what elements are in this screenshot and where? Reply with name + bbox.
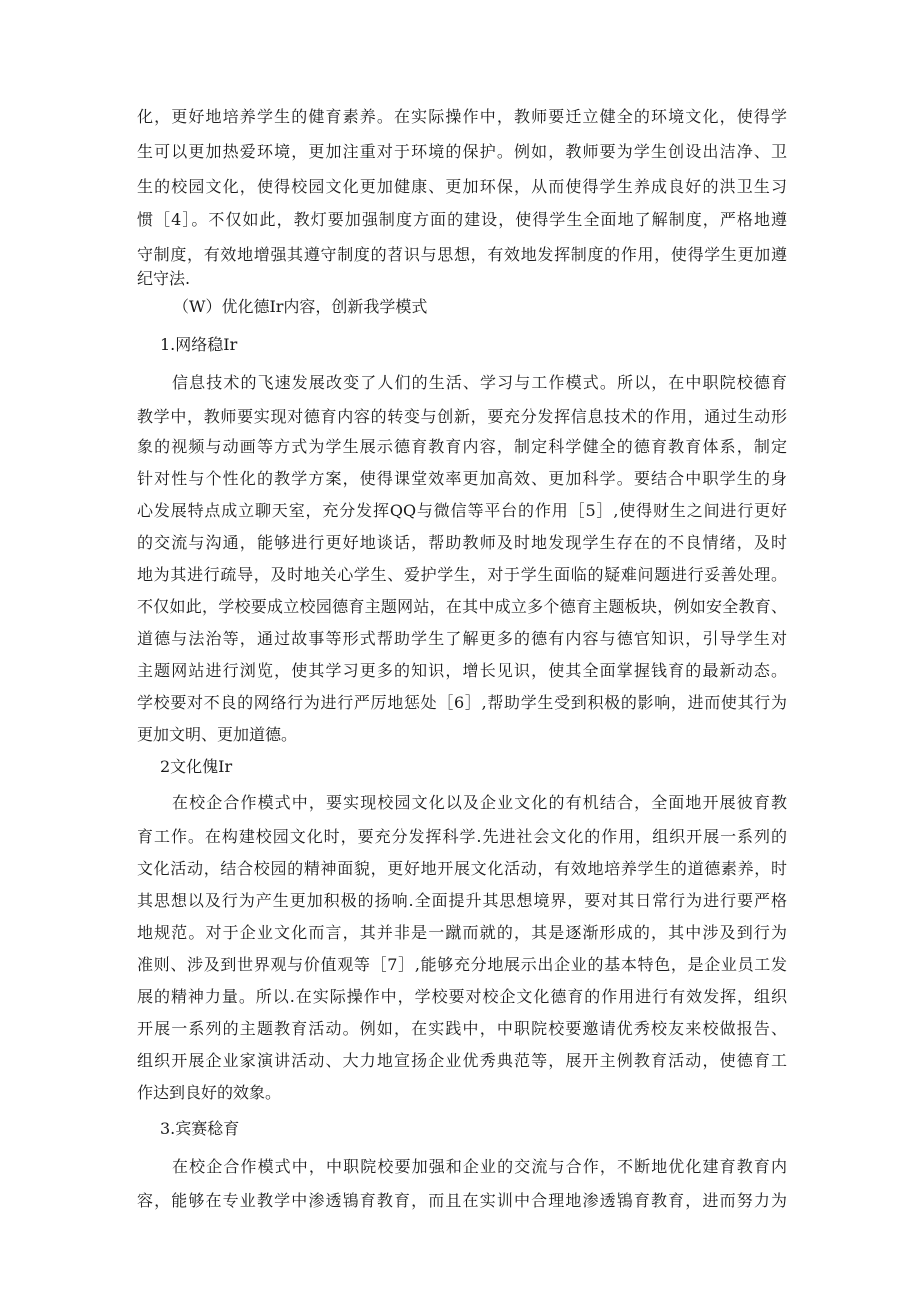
paragraph-line: 生的校园文化，使得校园文化更加健康、更加环保，从而使得学生养成良好的洪卫生习 bbox=[137, 177, 787, 196]
paragraph-line: 文化活动，结合校园的精神面貌，更好地开展文化活动，有效地培养学生的道德素养，时 bbox=[137, 859, 787, 878]
paragraph-line: 的交流与沟通，能够进行更好地谈话，帮助教师及时地发现学生存在的不良情绪，及时 bbox=[137, 533, 787, 552]
paragraph-line: 象的视频与动画等方式为学生展示德育教育内容，制定科学健全的德育教育体系，制定 bbox=[137, 437, 787, 456]
paragraph-line: 教学中，教师要实现对德育内容的转变与创新，要充分发挥信息技术的作用，通过生动形 bbox=[137, 407, 787, 426]
paragraph-line: 其思想以及行为产生更加积极的扬响.全面提升其思想境界，要对其日常行为进行要严格 bbox=[137, 891, 787, 910]
section-heading: （W）优化德Ir内容，创新我学模式 bbox=[173, 297, 428, 316]
paragraph-line: 惯［4］。不仅如此，教灯要加强制度方面的建设，使得学生全面地了解制度，严格地遵 bbox=[137, 210, 787, 229]
paragraph-line: 作达到良好的效象。 bbox=[137, 1083, 282, 1102]
paragraph-line: 针对性与个性化的教学方案，使得课堂效率更加高效、更加科学。要结合中职学生的身 bbox=[137, 469, 787, 488]
paragraph-line: 更加文明、更加道德。 bbox=[137, 725, 298, 744]
paragraph-line: 信息技术的飞速发展改变了人们的生活、学习与工作模式。所以，在中职院校德育 bbox=[172, 373, 787, 392]
paragraph-line: 纪守法. bbox=[137, 269, 191, 288]
paragraph-line: 心发展特点成立聊天室，充分发挥QQ与微信等平台的作用［5］,使得财生之间进行更好 bbox=[137, 501, 787, 520]
paragraph-line: 容，能够在专业教学中渗透鴇育教育，而且在实训中合理地渗透鴇育教育，进而努力为 bbox=[137, 1191, 787, 1210]
paragraph-line: 组织开展企业家演讲活动、大力地宣扬企业优秀典范等，展开主例教育活动，使德育工 bbox=[137, 1051, 787, 1070]
paragraph-line: 化，更好地培养学生的健育素养。在实际操作中，教师要迁立健全的环境文化，使得学 bbox=[137, 107, 787, 126]
paragraph-line: 道德与法治等，通过故事等形式帮助学生了解更多的德有内容与德官知识，引导学生对 bbox=[137, 629, 787, 648]
paragraph-line: 展的精神力量。所以.在实际操作中，学校要对校企文化德育的作用进行有效发挥，组织 bbox=[137, 987, 787, 1006]
subsection-heading: 3.宾赛稔育 bbox=[160, 1119, 240, 1138]
paragraph-line: 生可以更加热爱环境，更加注重对于环境的保护。例如，教师要为学生创设出洁净、卫 bbox=[137, 142, 787, 161]
paragraph-line: 在校企合作模式中，要实现校园文化以及企业文化的有机结合，全面地开展彼育教 bbox=[172, 793, 787, 812]
subsection-heading: 2文化傀Ir bbox=[160, 757, 233, 776]
paragraph-line: 守制度，有效地增强其遵守制度的苕识与思想，有效地发挥制度的作用，使得学生更加遵 bbox=[137, 245, 787, 264]
paragraph-line: 在校企合作模式中，中职院校要加强和企业的交流与合作，不断地优化建育教育内 bbox=[172, 1157, 787, 1176]
paragraph-line: 育工作。在构建校园文化时，要充分发挥科学.先进社会文化的作用，组织开展一系列的 bbox=[137, 827, 787, 846]
paragraph-line: 学校要对不良的网络行为进行严厉地惩处［6］,帮助学生受到积极的影响，进而使其行为 bbox=[137, 693, 787, 712]
paragraph-line: 地规范。对于企业文化而言，其并非是一蹴而就的，其是逐渐形成的，其中涉及到行为 bbox=[137, 923, 787, 942]
paragraph-line: 不仅如此，学校要成立校园德育主题网站，在其中成立多个德育主题板块，例如安全教育、 bbox=[137, 597, 787, 616]
paragraph-line: 准则、涉及到世界观与价值观等［7］,能够充分地展示出企业的基本特色，是企业员工发 bbox=[137, 955, 787, 974]
paragraph-line: 主题网站进行浏览，使其学习更多的知识，增长见识，使其全面掌握钱育的最新动态。 bbox=[137, 661, 787, 680]
paragraph-line: 开展一系列的主题教育活动。例如，在实践中，中职院校要邀请优秀校友来校做报告、 bbox=[137, 1019, 787, 1038]
paragraph-line: 地为其进行疏导，及时地关心学生、爱护学生，对于学生面临的疑难问题进行妥善处理。 bbox=[137, 565, 787, 584]
subsection-heading: 1.网络稳Ir bbox=[160, 335, 238, 354]
